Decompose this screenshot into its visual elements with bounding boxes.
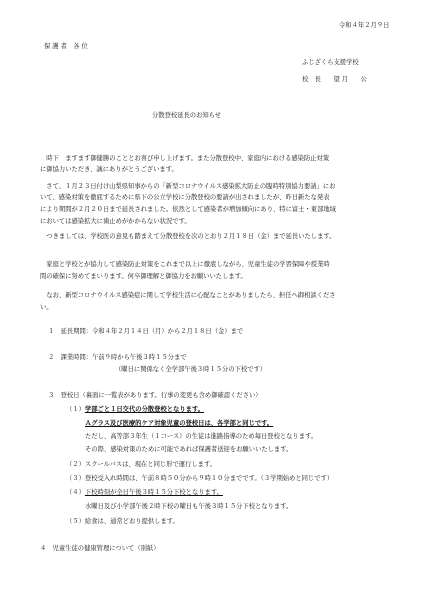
emphasis-text: 下校時刻が全日午後３時１５分下校となります。 bbox=[84, 489, 223, 496]
item-extension-period: １ 延長期間：令和４年２月１４日（月）から２月１８日（金）まで bbox=[48, 328, 244, 335]
item-school-days: ３ 登校日（裏面に一覧表があります。行事の変更も含め御確認ください） bbox=[48, 392, 262, 399]
sub-item-number: （４） bbox=[66, 489, 85, 496]
sub-item-3: （３）登校受入れ時間は、午前８時５０分から９時１０分までです。（３学期始めと同じです） bbox=[66, 475, 334, 482]
item-class-hours: ２ 課業時間：午前９時から午後３時１５分まで bbox=[48, 354, 187, 361]
body-line: い。 bbox=[40, 304, 53, 311]
body-line: により期間が２月２０日まで延長されました。依然として感染者が増加傾向にあり、特に富士・東部地域 bbox=[40, 206, 336, 213]
sub-item-4 bbox=[66, 489, 223, 497]
sub-item-1 bbox=[66, 406, 204, 414]
sub-item-number: （１） bbox=[66, 406, 85, 413]
emphasis-text: 学部ごと１日交代の分散登校となります。 bbox=[84, 406, 205, 413]
body-line: なお、新型コロナウイルス感染症に関して学校生活に心配なことがありましたら、担任へ御相談くださ bbox=[40, 292, 336, 299]
notice-title: 分散登校延長のお知らせ bbox=[152, 112, 222, 119]
sub-item-4-note: 水曜日及び小学部午後２時下校の曜日も午後３時１５分下校となります。 bbox=[85, 503, 293, 510]
sub-item-5: （５）給食は、通常どおり提供します。 bbox=[66, 518, 179, 525]
principal-name: 校 長 望 月 公 bbox=[302, 76, 367, 83]
item-class-hours-note: （曜日に関係なく全学部午後３時１５分の下校です） bbox=[115, 366, 267, 373]
body-line: 家庭と学校とが協力して感染防止対策をこれまで以上に徹底しながら、児童生徒の学習保障や授業時 bbox=[40, 261, 330, 268]
body-line: さて、１月２３日付け山梨県知事からの「新型コロナウイルス感染拡大防止の臨時特別協力要請」にお bbox=[40, 183, 336, 190]
body-line: つきましては、学校医の意見も踏まえて分散登校を次のとおり２月１８日（金）まで延長いたします。 bbox=[40, 233, 336, 240]
sub-item-2: （２）スクールバスは、現在と同じ形で運行します。 bbox=[66, 461, 217, 468]
body-line: においては感染拡大に歯止めがかからない状況です。 bbox=[40, 218, 191, 225]
body-line: 時下 ますます御健勝のこととお喜び申し上げます。また分散登校中、家庭内における感染防止対策 bbox=[40, 155, 330, 162]
document-date: 令和４年２月９日 bbox=[339, 22, 390, 29]
body-line: いて、感染対策を徹底するために県下の公立学校に分散登校の要請が出されましたが、昨日新たな発表 bbox=[40, 194, 330, 201]
body-line: に御協力いただき、誠にありがとうございます。 bbox=[40, 166, 178, 173]
body-line: 間の確保に努めてまいります。何卒御理解と御協力をお願いいたします。 bbox=[40, 273, 247, 280]
sub-item-1-note: ただし、高等部３年生（１コース）の生徒は進路指導のため毎日登校となります。 bbox=[85, 433, 318, 440]
sub-item-1-note: Ａグラス及び医療的ケア対象児童の登校日は、各学部と同じです。 bbox=[85, 420, 274, 427]
sub-item-1-note: その際、感染対策のために可能であれば保護者送迎をお願いいたします。 bbox=[85, 446, 293, 453]
item-health-management: ４ 児童生徒の健康管理について（別紙） bbox=[40, 545, 160, 552]
school-name: ふじざくら支援学校 bbox=[302, 59, 359, 66]
recipient-line: 保 護 者 各 位 bbox=[44, 43, 88, 50]
